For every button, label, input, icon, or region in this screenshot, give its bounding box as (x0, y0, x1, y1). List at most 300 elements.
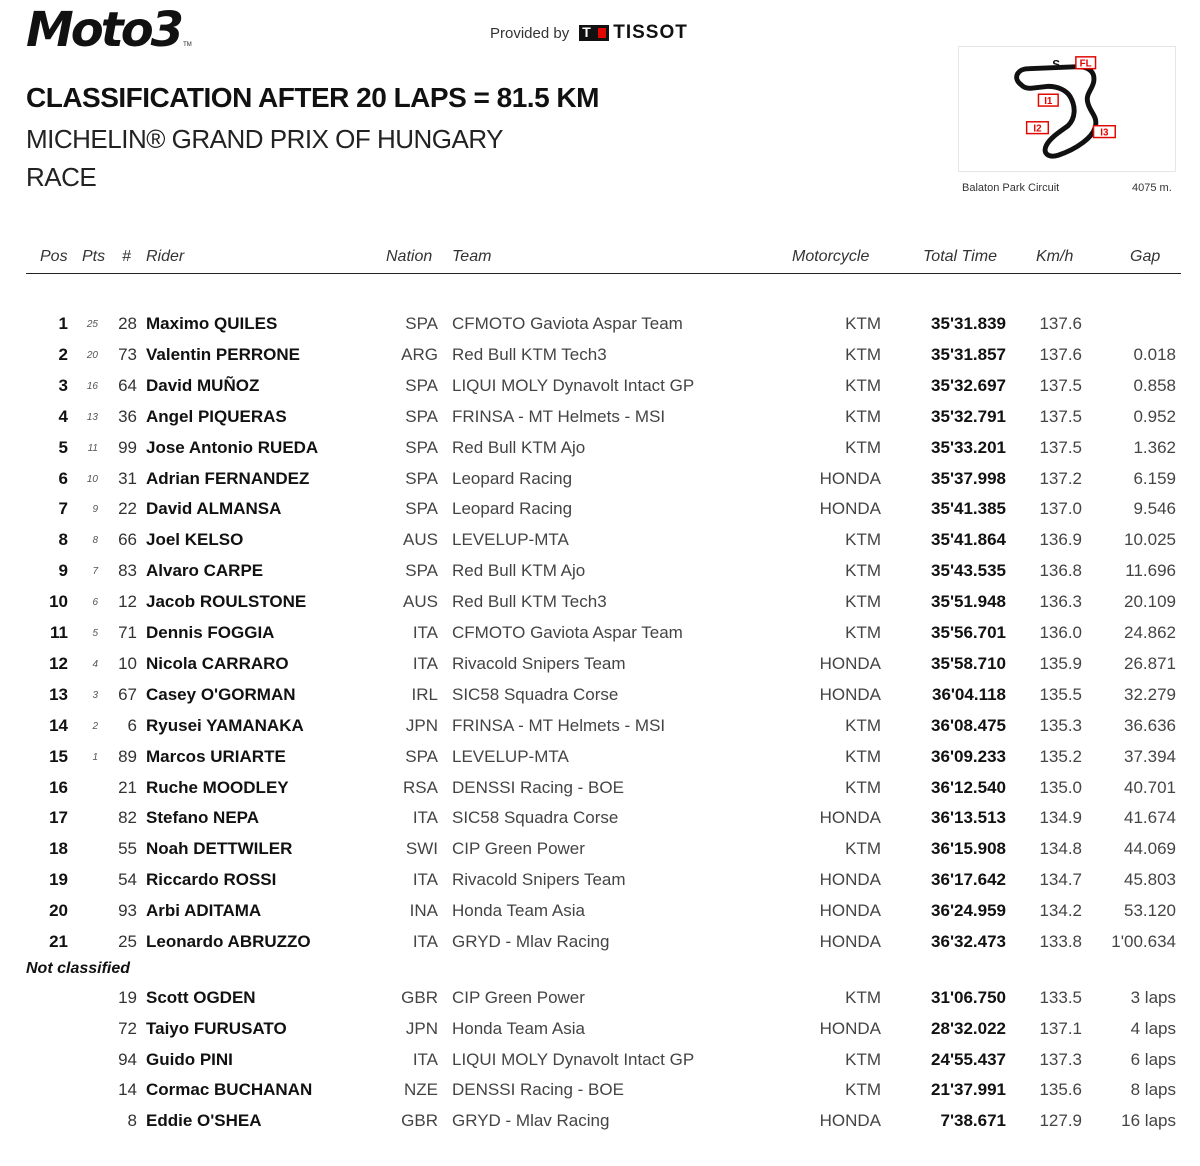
cell-rider: Dennis FOGGIA (146, 623, 275, 642)
circuit-label-s: S (1052, 57, 1061, 72)
cell-num: 6 (127, 715, 137, 735)
cell-pts: 6 (92, 597, 98, 609)
table-row (0, 835, 1200, 866)
cell-nation: ARG (401, 344, 438, 364)
cell-rider: Scott OGDEN (146, 988, 256, 1007)
cell-pts: 1 (92, 751, 98, 763)
cell-gap: 4 laps (1130, 1018, 1176, 1038)
cell-moto: KTM (845, 715, 881, 735)
cell-nation: SPA (405, 375, 438, 395)
cell-pos: 11 (50, 623, 68, 642)
cell-num: 73 (118, 344, 137, 364)
cell-gap: 11.696 (1125, 561, 1176, 581)
cell-nation: SPA (405, 468, 438, 488)
cell-moto: KTM (845, 746, 881, 766)
cell-nation: ITA (412, 623, 438, 642)
cell-pos: 1 (58, 314, 68, 333)
cell-team: LIQUI MOLY Dynavolt Intact GP (452, 375, 695, 395)
cell-nation: ITA (412, 808, 438, 828)
cell-pts: 20 (86, 349, 98, 361)
cell-team: GRYD - Mlav Racing (452, 932, 610, 951)
cell-nation: GBR (401, 1111, 438, 1131)
logo-text: Moto3 (26, 2, 182, 58)
cell-num: 19 (118, 988, 137, 1007)
cell-gap: 26.871 (1124, 653, 1176, 673)
cell-nation: ITA (412, 1049, 438, 1069)
cell-pos: 14 (49, 715, 68, 735)
cell-gap: 45.803 (1124, 870, 1176, 890)
cell-time: 21'37.991 (931, 1080, 1006, 1100)
cell-kmh: 135.6 (1039, 1080, 1082, 1100)
cell-rider: Marcos URIARTE (146, 746, 286, 766)
cell-nation: ITA (412, 932, 438, 951)
cell-team: LEVELUP-MTA (452, 530, 569, 550)
cell-team: Rivacold Snipers Team (452, 870, 626, 890)
cell-kmh: 136.8 (1039, 561, 1082, 581)
cell-moto: HONDA (819, 808, 881, 828)
cell-moto: HONDA (819, 499, 881, 519)
cell-num: 54 (118, 870, 137, 890)
cell-time: 36'24.959 (931, 901, 1006, 921)
cell-time: 35'31.857 (931, 344, 1006, 364)
logo-trademark: TM (183, 42, 192, 48)
table-row (0, 619, 1200, 650)
sponsor-credit (490, 22, 688, 44)
cell-nation: SPA (405, 561, 438, 581)
cell-moto: HONDA (819, 1018, 881, 1038)
cell-num: 64 (118, 375, 137, 395)
table-row (0, 495, 1200, 526)
cell-pts: 9 (92, 504, 98, 516)
session-name: RACE (26, 162, 97, 192)
cell-pos: 10 (49, 592, 68, 612)
cell-time: 35'56.701 (931, 623, 1006, 642)
cell-pos: 21 (49, 932, 68, 951)
cell-rider: Stefano NEPA (146, 808, 260, 828)
tissot-logo-icon (579, 25, 609, 41)
circuit-length: 4075 m. (1132, 182, 1172, 194)
cell-kmh: 137.2 (1039, 468, 1082, 488)
cell-kmh: 136.0 (1039, 623, 1082, 642)
cell-gap: 10.025 (1124, 530, 1176, 550)
table-row (0, 804, 1200, 835)
cell-nation: AUS (403, 592, 438, 612)
cell-num: 31 (118, 468, 137, 488)
cell-gap: 6 laps (1130, 1049, 1176, 1069)
cell-kmh: 135.5 (1039, 684, 1082, 704)
cell-rider: Noah DETTWILER (146, 839, 293, 859)
col-num: # (122, 248, 131, 265)
cell-kmh: 133.8 (1039, 932, 1082, 951)
cell-moto: KTM (845, 1080, 881, 1100)
cell-team: Leopard Racing (452, 499, 573, 519)
cell-time: 35'51.948 (931, 592, 1006, 612)
cell-num: 83 (118, 561, 137, 581)
not-classified-label: Not classified (26, 960, 131, 977)
cell-pos: 16 (49, 777, 68, 797)
cell-rider: Casey O'GORMAN (146, 684, 296, 704)
cell-pos: 4 (58, 406, 68, 426)
cell-moto: KTM (845, 623, 881, 642)
cell-nation: IRL (411, 684, 438, 704)
col-pos: Pos (40, 248, 68, 265)
cell-kmh: 137.6 (1039, 344, 1082, 364)
cell-time: 36'09.233 (931, 746, 1006, 766)
cell-team: CIP Green Power (452, 839, 585, 859)
cell-nation: INA (409, 901, 438, 921)
cell-rider: Jacob ROULSTONE (146, 592, 307, 612)
moto3-logo (26, 2, 192, 58)
cell-num: 99 (118, 437, 137, 457)
circuit-map (958, 46, 1176, 172)
cell-team: SIC58 Squadra Corse (452, 808, 619, 828)
cell-pos: 3 (58, 375, 68, 395)
cell-time: 31'06.750 (931, 988, 1006, 1007)
cell-rider: Joel KELSO (146, 530, 244, 550)
cell-team: Red Bull KTM Ajo (452, 437, 586, 457)
cell-num: 71 (118, 623, 137, 642)
cell-pos: 13 (49, 684, 68, 704)
cell-moto: HONDA (819, 932, 881, 951)
cell-moto: HONDA (819, 870, 881, 890)
cell-pts: 8 (92, 535, 98, 547)
cell-num: 67 (118, 684, 137, 704)
cell-rider: Jose Antonio RUEDA (146, 437, 319, 457)
cell-team: Red Bull KTM Tech3 (452, 592, 607, 612)
col-total-time: Total Time (923, 248, 997, 265)
circuit-label-i2: I2 (1033, 123, 1042, 135)
cell-num: 72 (118, 1018, 137, 1038)
cell-nation: AUS (403, 530, 438, 550)
cell-moto: HONDA (819, 468, 881, 488)
cell-moto: KTM (845, 1049, 881, 1069)
cell-rider: Alvaro CARPE (146, 561, 264, 581)
cell-kmh: 135.3 (1039, 715, 1082, 735)
provided-by-label: Provided by (490, 24, 570, 42)
table-row (0, 866, 1200, 897)
cell-gap: 40.701 (1124, 777, 1176, 797)
cell-gap: 44.069 (1124, 839, 1176, 859)
cell-pos: 20 (49, 901, 68, 921)
cell-rider: Maximo QUILES (146, 314, 278, 333)
cell-gap: 9.546 (1133, 499, 1176, 519)
cell-pos: 12 (49, 653, 68, 673)
cell-nation: SPA (405, 499, 438, 519)
cell-team: LEVELUP-MTA (452, 746, 569, 766)
col-gap: Gap (1130, 248, 1161, 265)
cell-kmh: 137.5 (1039, 375, 1082, 395)
cell-team: Leopard Racing (452, 468, 573, 488)
cell-moto: KTM (845, 344, 881, 364)
cell-nation: JPN (405, 1018, 438, 1038)
cell-num: 93 (118, 901, 137, 921)
sponsor-name: TISSOT (613, 22, 688, 43)
table-row (0, 681, 1200, 712)
cell-pos: 15 (49, 746, 68, 766)
cell-num: 82 (118, 808, 137, 828)
col-pts: Pts (82, 248, 106, 265)
cell-kmh: 134.8 (1039, 839, 1082, 859)
cell-pos: 8 (58, 530, 68, 550)
cell-kmh: 136.9 (1039, 530, 1082, 550)
cell-rider: Nicola CARRARO (146, 653, 289, 673)
cell-moto: HONDA (819, 653, 881, 673)
cell-rider: Arbi ADITAMA (146, 901, 262, 921)
col-motorcycle: Motorcycle (792, 248, 870, 265)
cell-team: LIQUI MOLY Dynavolt Intact GP (452, 1049, 695, 1069)
cell-rider: Guido PINI (146, 1049, 233, 1069)
cell-team: FRINSA - MT Helmets - MSI (452, 406, 666, 426)
cell-nation: ITA (412, 870, 438, 890)
cell-rider: Taiyo FURUSATO (146, 1018, 287, 1038)
cell-moto: KTM (845, 375, 881, 395)
circuit-name: Balaton Park Circuit (962, 182, 1060, 194)
cell-gap: 24.862 (1124, 623, 1176, 642)
cell-moto: KTM (845, 437, 881, 457)
cell-rider: Ryusei YAMANAKA (146, 715, 304, 735)
cell-pos: 17 (49, 808, 68, 828)
cell-pts: 3 (92, 689, 98, 701)
circuit-map-icon (959, 47, 1175, 171)
cell-moto: HONDA (819, 1111, 881, 1131)
cell-nation: SPA (405, 746, 438, 766)
table-header (26, 246, 1181, 274)
cell-rider: Cormac BUCHANAN (146, 1080, 313, 1100)
col-team: Team (452, 248, 492, 265)
cell-num: 36 (118, 406, 137, 426)
table-row (0, 310, 1200, 341)
cell-moto: KTM (845, 592, 881, 612)
cell-pts: 13 (86, 411, 98, 423)
col-nation: Nation (386, 248, 433, 265)
cell-nation: SPA (405, 314, 438, 333)
cell-num: 28 (118, 314, 137, 333)
cell-gap: 16 laps (1121, 1111, 1176, 1131)
table-row (0, 984, 1200, 1015)
cell-team: Red Bull KTM Tech3 (452, 344, 607, 364)
cell-time: 7'38.671 (940, 1111, 1006, 1131)
cell-gap: 3 laps (1130, 988, 1176, 1007)
cell-pos: 7 (58, 499, 68, 519)
table-row (0, 1076, 1200, 1107)
table-row (0, 650, 1200, 681)
cell-rider: Valentin PERRONE (146, 344, 300, 364)
cell-rider: David ALMANSA (146, 499, 282, 519)
cell-nation: ITA (412, 653, 438, 673)
cell-team: Honda Team Asia (452, 901, 585, 921)
circuit-label-i1: I1 (1044, 96, 1053, 108)
cell-team: CIP Green Power (452, 988, 585, 1007)
cell-rider: Adrian FERNANDEZ (146, 468, 310, 488)
cell-time: 36'13.513 (931, 808, 1006, 828)
table-row (0, 403, 1200, 434)
cell-pts: 10 (86, 473, 98, 485)
cell-nation: NZE (404, 1080, 438, 1100)
cell-kmh: 137.1 (1039, 1018, 1082, 1038)
cell-time: 35'41.864 (931, 530, 1006, 550)
cell-num: 10 (118, 653, 137, 673)
circuit-label-fl: FL (1079, 58, 1092, 70)
cell-team: FRINSA - MT Helmets - MSI (452, 715, 666, 735)
cell-num: 55 (118, 839, 137, 859)
cell-kmh: 127.9 (1039, 1111, 1082, 1131)
cell-moto: HONDA (819, 684, 881, 704)
table-row (0, 588, 1200, 619)
cell-pts: 25 (86, 319, 98, 330)
cell-time: 24'55.437 (931, 1049, 1006, 1069)
cell-pts: 5 (92, 628, 98, 639)
cell-time: 35'33.201 (931, 437, 1006, 457)
cell-kmh: 137.5 (1039, 406, 1082, 426)
table-row (0, 557, 1200, 588)
cell-gap: 0.952 (1133, 406, 1176, 426)
cell-moto: KTM (845, 988, 881, 1007)
table-row (0, 1015, 1200, 1046)
cell-gap: 36.636 (1124, 715, 1176, 735)
cell-rider: Riccardo ROSSI (146, 870, 277, 890)
cell-num: 14 (118, 1080, 137, 1100)
cell-time: 35'58.710 (931, 653, 1006, 673)
cell-gap: 20.109 (1124, 592, 1176, 612)
cell-team: CFMOTO Gaviota Aspar Team (452, 314, 683, 333)
cell-kmh: 134.9 (1039, 808, 1082, 828)
col-rider: Rider (146, 248, 185, 265)
cell-nation: GBR (401, 988, 438, 1007)
cell-pos: 9 (58, 561, 68, 581)
table-row (0, 434, 1200, 465)
cell-moto: KTM (845, 314, 881, 333)
cell-kmh: 135.2 (1039, 746, 1082, 766)
cell-nation: JPN (405, 715, 438, 735)
cell-time: 35'41.385 (931, 499, 1006, 519)
cell-time: 28'32.022 (931, 1018, 1006, 1038)
cell-num: 8 (127, 1111, 137, 1131)
col-kmh: Km/h (1036, 248, 1074, 265)
cell-gap: 53.120 (1124, 901, 1176, 921)
cell-gap: 1'00.634 (1111, 932, 1176, 951)
cell-kmh: 137.6 (1039, 314, 1082, 333)
cell-gap: 0.858 (1133, 375, 1176, 395)
cell-pts: 16 (86, 380, 98, 392)
cell-team: GRYD - Mlav Racing (452, 1111, 610, 1131)
cell-time: 36'32.473 (931, 932, 1006, 951)
cell-kmh: 134.2 (1039, 901, 1082, 921)
cell-team: DENSSI Racing - BOE (452, 777, 624, 797)
table-row (0, 712, 1200, 743)
cell-nation: SPA (405, 406, 438, 426)
cell-kmh: 135.0 (1039, 777, 1082, 797)
cell-num: 12 (118, 592, 137, 612)
cell-time: 36'08.475 (931, 715, 1006, 735)
cell-kmh: 137.5 (1039, 437, 1082, 457)
cell-time: 35'31.839 (931, 314, 1006, 333)
cell-pts: 4 (92, 658, 98, 670)
cell-num: 89 (118, 746, 137, 766)
cell-gap: 1.362 (1133, 437, 1176, 457)
table-row (0, 341, 1200, 372)
table-row (0, 774, 1200, 805)
cell-num: 25 (118, 932, 137, 951)
cell-kmh: 136.3 (1039, 592, 1082, 612)
cell-team: Rivacold Snipers Team (452, 653, 626, 673)
cell-gap: 8 laps (1130, 1080, 1176, 1100)
table-row (0, 526, 1200, 557)
table-row (0, 465, 1200, 496)
cell-rider: Ruche MOODLEY (146, 777, 289, 797)
table-row (0, 372, 1200, 403)
cell-gap: 6.159 (1133, 468, 1176, 488)
cell-time: 35'32.697 (931, 375, 1006, 395)
cell-kmh: 134.7 (1039, 870, 1082, 890)
cell-rider: Angel PIQUERAS (146, 406, 287, 426)
cell-team: CFMOTO Gaviota Aspar Team (452, 623, 683, 642)
cell-team: Red Bull KTM Ajo (452, 561, 586, 581)
cell-time: 36'15.908 (931, 839, 1006, 859)
cell-num: 66 (118, 530, 137, 550)
cell-rider: Eddie O'SHEA (146, 1111, 262, 1131)
cell-num: 21 (118, 777, 137, 797)
cell-time: 35'37.998 (931, 468, 1006, 488)
cell-moto: HONDA (819, 901, 881, 921)
cell-kmh: 133.5 (1039, 988, 1082, 1007)
cell-pos: 19 (49, 870, 68, 890)
cell-time: 36'04.118 (931, 684, 1006, 704)
table-row (0, 928, 1200, 959)
cell-pts: 7 (92, 566, 98, 578)
event-name: MICHELIN® GRAND PRIX OF HUNGARY (26, 124, 504, 154)
circuit-label-i3: I3 (1100, 127, 1109, 139)
cell-kmh: 137.3 (1039, 1049, 1082, 1069)
cell-moto: KTM (845, 561, 881, 581)
cell-pos: 18 (49, 839, 68, 859)
cell-pos: 2 (58, 344, 68, 364)
cell-pts: 2 (92, 720, 98, 732)
table-row (0, 743, 1200, 774)
cell-moto: KTM (845, 530, 881, 550)
page-title: CLASSIFICATION AFTER 20 LAPS = 81.5 KM (26, 82, 599, 113)
table-row (0, 1046, 1200, 1077)
cell-gap: 0.018 (1133, 344, 1176, 364)
cell-team: Honda Team Asia (452, 1018, 585, 1038)
cell-time: 35'43.535 (931, 561, 1006, 581)
cell-nation: SWI (405, 839, 438, 859)
cell-nation: SPA (405, 437, 438, 457)
table-row (0, 897, 1200, 928)
cell-num: 94 (118, 1049, 137, 1069)
cell-team: SIC58 Squadra Corse (452, 684, 619, 704)
cell-nation: RSA (403, 777, 438, 797)
cell-time: 36'17.642 (931, 870, 1006, 890)
cell-pos: 6 (58, 468, 68, 488)
cell-moto: KTM (845, 406, 881, 426)
cell-kmh: 135.9 (1039, 653, 1082, 673)
cell-time: 36'12.540 (931, 777, 1006, 797)
cell-kmh: 137.0 (1039, 499, 1082, 519)
cell-gap: 32.279 (1124, 684, 1176, 704)
cell-rider: Leonardo ABRUZZO (146, 932, 311, 951)
cell-pts: 11 (87, 442, 98, 454)
cell-pos: 5 (58, 437, 68, 457)
cell-num: 22 (118, 499, 137, 519)
cell-gap: 37.394 (1124, 746, 1176, 766)
cell-rider: David MUÑOZ (146, 375, 260, 395)
cell-team: DENSSI Racing - BOE (452, 1080, 624, 1100)
cell-gap: 41.674 (1124, 808, 1176, 828)
cell-moto: KTM (845, 777, 881, 797)
cell-moto: KTM (845, 839, 881, 859)
table-row (0, 1107, 1200, 1138)
cell-time: 35'32.791 (931, 406, 1006, 426)
